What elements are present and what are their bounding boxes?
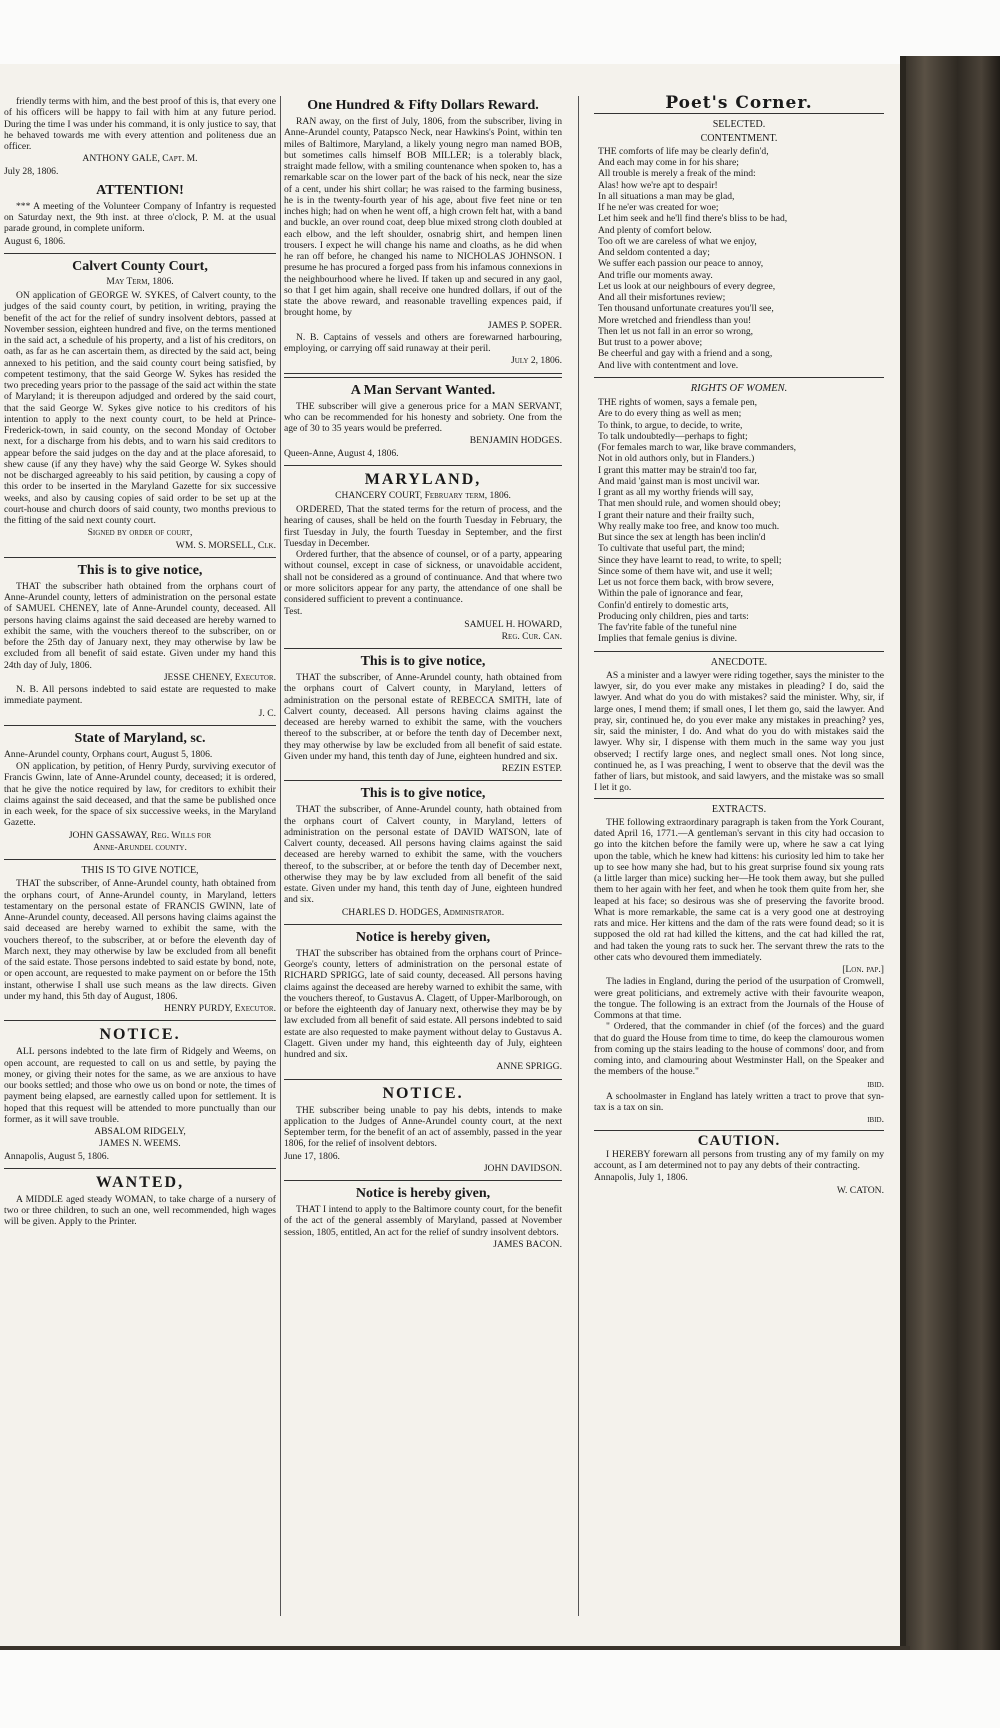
divider: [594, 113, 884, 114]
sprigg-text: THAT the subscriber has obtained from the orphans court of Prince-George's county, letters of administration on the personal estate of RICHARD SPRIGG, late of said county, deceased. All persons having claims against the deceased are hereby warned to exhibit the same, with the vouchers thereof, to Gustavus A. Clagett, of Upper-Marlborough, on or before the eighteenth day of January next, otherwise they may be by law excluded from all benefit of said estate. All persons indebted to said estate are also requested to make payment without delay to Gustavus A. Clagett. Given under my hand, this eighteenth day of July, eighteen hundred and six.: [284, 947, 562, 1060]
divider: [284, 648, 562, 649]
verse-line: Are to do every thing as well as men;: [598, 408, 742, 420]
ridgely-title: NOTICE.: [99, 1026, 181, 1044]
wanted-title: WANTED,: [95, 1173, 185, 1191]
smith-signature: REZIN ESTEP.: [501, 763, 562, 774]
reward-date: July 2, 1806.: [511, 355, 562, 367]
verse-line: Not in old authors only, but in Flanders.): [598, 453, 755, 465]
smith-notice: [284, 654, 562, 774]
gale-text: friendly terms with him, and the best proof of this is, that every one of his officers will be happy to fail with him at any future period. During the time I was under his command, it is only justice to say, that he behaved towards me with every attention and politeness due an officer.: [4, 96, 276, 152]
verse-line: Within the pale of ignorance and fear,: [598, 588, 743, 600]
rights-poem: [594, 397, 884, 645]
verse-line: To talk undoubtedly—perhaps to fight;: [598, 430, 748, 442]
anecdote-text: AS a minister and a lawyer were riding together, says the minister to the lawyer, sir, do you ever make any mistakes in pleading? I do, said the lawyer. And what do you do with mistakes? said the minister. Why, sir, if large ones, I mend them; if small ones, I let them go, said the lawyer. And pray, sir, continued he, do you ever make any mistakes in preaching? yes, sir, said the minister, I do. And what do you do with mistakes said the lawyer. Why sir, I dispense with them much in the same way you just observed; I rectify large ones, and neglect small ones. Not long since, continued he, as I was preaching, I went to observe that the devil was the father of liars, but mistook, and said lawyers, and the mistake was so small I let it go.: [594, 669, 884, 794]
watson-notice: [284, 786, 562, 918]
chancery-text-2: Ordered further, that the absence of counsel, or of a party, appearing without counsel, except in case of sickness, or unavoidable accident, shall not be considered as a ground of continuance. And that where two or more solicitors appear for any party, the attendance of one shall be considered sufficient to prevent a continuance.: [284, 549, 562, 605]
cheney-text: THAT the subscriber hath obtained from the orphans court of Anne-Arundel county, letters of administration on the personal estate of SAMUEL CHENEY, late of Anne-Arundel county, deceased. All persons having claims against the said deceased are hereby warned to exhibit the same, with the vouchers thereof to the subscriber, on or before the 25th day of January next, they may otherwise by law be excluded from all benefit of said estate. Given under my hand this 24th day of July, 1806.: [4, 580, 276, 671]
verse-line: I grant their nature and their frailty such,: [598, 509, 755, 521]
extract-2: The ladies in England, during the period of the usurpation of Cromwell, were great politicians, and extremely active with their favourite weapon, the tongue. The following is an extract from the Journals of the House of Commons at that time.: [594, 976, 884, 1021]
davidson-date: June 17, 1806.: [284, 1150, 340, 1162]
verse-line: If he ne'er was created for woe;: [598, 202, 719, 213]
state-dateline: Anne-Arundel county, Orphans court, August 5, 1806.: [4, 748, 213, 760]
divider: [4, 725, 276, 726]
verse-line: Producing only children, pies and tarts:: [598, 610, 749, 622]
calvert-court-notice: [4, 259, 276, 551]
sprigg-notice: [284, 930, 562, 1073]
sprigg-title: Notice is hereby given,: [355, 929, 491, 945]
chancery-test: Test.: [284, 606, 303, 618]
bacon-text: THAT I intend to apply to the Baltimore county court, for the benefit of the act of the general assembly of Maryland, passed at November session, 1805, entitled, An act for the relief of sundry insolvent debtors.: [284, 1204, 562, 1238]
state-maryland-notice: [4, 731, 276, 853]
chancery-signature: SAMUEL H. HOWARD,: [464, 618, 562, 630]
extract-2b: " Ordered, that the commander in chief (of the forces) and the guard that do guard the House from time to time, do keep the clamourous women from coming up the stairs leading to the house of commons' door, and from coming into, and clamouring about Westminster Hall, on the Speaker and the members of the house.": [594, 1021, 884, 1078]
divider: [284, 465, 562, 466]
divider: [284, 1180, 562, 1181]
ridgely-date: Annapolis, August 5, 1806.: [4, 1150, 110, 1162]
verse-line: THE comforts of life may be clearly defin'd,: [598, 145, 769, 157]
cheney-signature: JESSE CHENEY, Executor.: [163, 671, 276, 683]
verse-line: But since the sex at length has been inclin'd: [598, 532, 766, 543]
gwinn-notice: [4, 865, 276, 1014]
bacon-notice: [284, 1186, 562, 1250]
divider: [284, 924, 562, 925]
servant-notice: [284, 383, 562, 459]
divider: [594, 377, 884, 378]
state-signature: JOHN GASSAWAY, Reg. Wills for: [68, 829, 212, 841]
servant-date: Queen-Anne, August 4, 1806.: [284, 447, 399, 459]
verse-line: Confin'd entirely to domestic arts,: [598, 599, 729, 611]
reward-notice: [284, 98, 562, 367]
bacon-title: Notice is hereby given,: [355, 1186, 491, 1201]
servant-signature: BENJAMIN HODGES.: [469, 435, 562, 447]
cheney-notice: [4, 563, 276, 719]
calvert-text: ON application of GEORGE W. SYKES, of Calvert county, to the judges of the said county court, by petition, in writing, praying the benefit of the act for the relief of sundry insolvent debtors, passed at November session, eighteen hundred and five, on the terms mentioned in the said act, a schedule of his property, and a list of his creditors, on oath, as far as he can ascertain them, as directed by the said act, being annexed to his petition, and the said county court being satisfied, by competent testimony, that the said George W. Sykes has resided the two preceding years prior to the passage of the said act within the state of Maryland; it is thereupon adjudged and ordered by the said court, that the said George W. Sykes give notice to his creditors of his intention to apply to the next county court, to be held at Prince-Frederick-town, in said county, on the second Monday of October next, for a discharge from his debts, and to warn his said creditors to appear before the said judges on the day and at the place aforesaid, to shew cause (if any they have) why the said George W. Sykes should not be discharged agreeably to his said petition, by causing a copy of this order to be inserted in the Maryland Gazette for six successive weeks, and also by causing copies of said order to be set up at the court-house and church doors of said county, two months previous to the fitting of the said next county court.: [4, 290, 276, 526]
verse-line: To think, to argue, to decide, to write,: [598, 419, 743, 431]
chancery-term: CHANCERY COURT, February term, 1806.: [335, 490, 511, 501]
wanted-text: A MIDDLE aged steady WOMAN, to take charge of a nursery of two or three children, to such an one, well recommended, high wages will be given. Apply to the Printer.: [4, 1193, 276, 1228]
chancery-signature-2: Reg. Cur. Can.: [501, 630, 562, 642]
verse-line: Let us not force them back, with brow severe,: [598, 577, 774, 588]
gwinn-title: THIS IS TO GIVE NOTICE,: [81, 865, 199, 876]
sprigg-signature: ANNE SPRIGG.: [496, 1061, 562, 1073]
ridgely-signature: ABSALOM RIDGELY,: [94, 1126, 186, 1137]
chancery-text: ORDERED, That the stated terms for the return of process, and the hearing of causes, shall be held on the fourth Tuesday in February, the first Tuesday in July, the fourth Tuesday in September, and the first Tuesday in December.: [284, 504, 562, 549]
column-3: [594, 93, 884, 1197]
reward-text: RAN away, on the first of July, 1806, from the subscriber, living in Anne-Arundel county, Patapsco Neck, near Hawkins's Point, within ten miles of Baltimore, Maryland, a likely young negro man named BOB, but sometimes calls himself BOB MILLER; is a tolerably black, straight made fellow, with a smiling countenance when spoken to, has a remarkable scar on the lower part of the back of his neck, near the size of a cent, under his shirt collar; he was raised to the farming business, he is in the twenty-fourth year of his age, about five feet nine or ten inches high; had on when he went off, a high crown felt hat, with a band and buckle, an over round coat, deep blue mixed strong cloth doubled at each elbow, and the left shoulder, osnabrig shirt, and hempen linen trousers. I expect he will change his name and cloaths, as he did when he ran off before, he changed his name to NICHOLAS JOHNSON. I presume he has procured a forged pass from his infamous connexions in the neighbourhood where he lived. If taken up and secured in any gaol, so that I get him again, shall receive one hundred dollars, if out of the state the above reward, and reasonable travelling expences paid, if brought home, by: [284, 116, 562, 319]
gale-letter: [4, 96, 276, 177]
verse-line: And maid 'gainst man is most uncivil war.: [598, 475, 760, 487]
column-rule: [578, 96, 579, 1616]
verse-line: And all their misfortunes review;: [598, 292, 726, 303]
contentment-poem: [594, 146, 884, 371]
calvert-signed: Signed by order of court,: [87, 527, 193, 539]
verse-line: Since some of them have wit, and use it well;: [598, 565, 773, 577]
extracts-title: EXTRACTS.: [711, 803, 767, 815]
divider: [284, 373, 562, 378]
verse-line: I grant as all my worthy friends will say,: [598, 487, 754, 498]
caution-text: I HEREBY forewarn all persons from trusting any of my family on my account, as I am determined not to pay any debts of their contracting.: [594, 1148, 884, 1171]
caution-title: CAUTION.: [697, 1132, 781, 1149]
attention-date: August 6, 1806.: [4, 235, 66, 247]
reward-title: One Hundred & Fifty Dollars Reward.: [307, 98, 539, 113]
davidson-text: THE subscriber being unable to pay his debts, intends to make application to the Judges of Anne-Arundel county court, at the next September term, for the benefit of an act of assembly, passed in the year 1806, for the relief of insolvent debtors.: [284, 1104, 562, 1150]
verse-line: I grant this matter may be strain'd too far,: [598, 464, 757, 476]
state-title: State of Maryland, sc.: [74, 730, 206, 746]
top-margin: [0, 0, 1000, 64]
verse-line: And trifle our moments away.: [598, 269, 713, 281]
servant-text: THE subscriber will give a generous price for a MAN SERVANT, who can be recommended for his honesty and sobriety. One from the age of 30 to 35 years would be preferred.: [284, 400, 562, 434]
divider: [594, 798, 884, 799]
davidson-notice: [284, 1085, 562, 1175]
verse-line: All trouble is merely a freak of the mind:: [598, 168, 756, 180]
watson-title: This is to give notice,: [360, 786, 486, 802]
verse-line: And plenty of comfort below.: [598, 224, 712, 236]
smith-text: THAT the subscriber, of Anne-Arundel county, hath obtained from the orphans court of Calvert county, in Maryland, letters of administration on the personal estate of REBECCA SMITH, late of Calvert county, deceased. All persons having claims against the deceased are hereby warned to exhibit the same, with the vouchers thereof to the subscriber, at or before the tenth day of December next, they may otherwise by law be excluded from all benefit of said estate. Given under my hand, this tenth day of June, eighteen hundred and six.: [284, 672, 562, 762]
extract-1-source: [Lon. pap.]: [842, 964, 884, 975]
divider: [4, 859, 276, 860]
divider: [284, 1079, 562, 1080]
poets-corner-title: Poet's Corner.: [665, 93, 813, 113]
verse-line: But trust to a power above;: [598, 337, 703, 348]
gale-signature: ANTHONY GALE, Capt. M.: [82, 153, 198, 165]
divider: [594, 651, 884, 652]
verse-line: Implies that female genius is divine.: [598, 633, 738, 645]
weems-signature: JAMES N. WEEMS.: [99, 1138, 181, 1150]
reward-nb: N. B. Captains of vessels and others are forewarned harbouring, employing, or carrying off said runaway at their peril.: [284, 331, 562, 354]
verse-line: And seldom contented a day;: [598, 247, 710, 258]
verse-line: And each may come in for his share;: [598, 157, 739, 168]
servant-title: A Man Servant Wanted.: [350, 382, 496, 398]
bacon-signature: JAMES BACON.: [493, 1238, 562, 1250]
verse-line: Let us look at our neighbours of every degree,: [598, 280, 776, 292]
davidson-title: NOTICE.: [382, 1084, 464, 1102]
calvert-signature: WM. S. MORSELL, Clk.: [175, 539, 276, 551]
ridgely-notice: [4, 1026, 276, 1162]
verse-line: Then let us not fall in an error so wrong,: [598, 325, 754, 337]
wanted-notice: [4, 1174, 276, 1228]
gale-date: July 28, 1806.: [4, 165, 59, 177]
attention-title: ATTENTION!: [96, 182, 184, 198]
verse-line: To cultivate that useful part, the mind;: [598, 543, 745, 555]
verse-line: We suffer each passion our peace to annoy,: [598, 258, 764, 270]
chancery-notice: [284, 471, 562, 642]
extract-2-source: ibid.: [867, 1078, 884, 1090]
divider: [594, 1130, 884, 1131]
verse-line: And live with contentment and love.: [598, 359, 739, 371]
verse-line: Be cheerful and gay with a friend and a song,: [598, 348, 773, 360]
divider: [4, 253, 276, 254]
watson-text: THAT the subscriber, of Anne-Arundel county, hath obtained from the orphans court of Calvert county, in Maryland, letters of administration on the personal estate of DAVID WATSON, late of Calvert county, deceased. All persons having claims against the said deceased are hereby warned to exhibit the same, with the vouchers thereof, to the subscriber, at or before the tenth day of December next, otherwise they may be by law excluded from all benefit of the said estate. Given under my hand, this tenth day of June, eighteen hundred and six.: [284, 804, 562, 906]
verse-line: THE rights of women, says a female pen,: [598, 397, 758, 408]
calvert-term: May Term, 1806.: [106, 276, 174, 287]
caution-signature: W. CATON.: [836, 1184, 884, 1196]
state-signature-2: Anne-Arundel county.: [93, 841, 187, 853]
verse-line: Since they have learnt to read, to write, to spell;: [598, 554, 782, 566]
calvert-title: Calvert County Court,: [72, 258, 208, 274]
column-rule: [280, 96, 281, 1616]
divider: [284, 780, 562, 781]
extract-3: A schoolmaster in England has lately written a tract to prove that syn-tax is a tax on sin.: [594, 1090, 884, 1113]
gwinn-signature: HENRY PURDY, Executor.: [164, 1003, 276, 1014]
verse-line: Too oft we are careless of what we enjoy,: [598, 235, 757, 247]
book-binding: [906, 56, 1000, 1660]
extract-3-source: ibid.: [867, 1114, 884, 1126]
smith-title: This is to give notice,: [360, 654, 486, 669]
verse-line: (For females march to war, like brave commanders,: [598, 442, 797, 453]
divider: [4, 557, 276, 558]
verse-line: The fav'rite fable of the tuneful nine: [598, 622, 737, 633]
verse-line: Ten thousand unfortunate creatures you'll see,: [598, 303, 774, 315]
davidson-signature: JOHN DAVIDSON.: [483, 1162, 562, 1174]
extract-1: THE following extraordinary paragraph is taken from the York Courant, dated April 16, 1771.—A gentleman's servant in this city had occasion to go into the kitchen before the family were up, where he saw a cat lying upon the table, which he knew had kittens: his curiosity led him to take her up to see how many she had, but to his great surprise found six young rats (a little larger than mice) sucking her—He took them away, but she pulled them to her again with her feet, and when he took them quite from her, she leaped at his face; so desirous was she of preserving the favorite brood. What is more remarkable, the same cat is a very good one at destroying rats and mice. Her kittens and the dam of the rats were found dead; so it is supposed the old rat had killed the kittens, and the cat had killed the rat, and had taken the young rats to suck her. The servant threw the rats to the other cats who devoured them immediately.: [594, 816, 884, 963]
cheney-nb: N. B. All persons indebted to said estate are requested to make immediate payment.: [4, 684, 276, 707]
verse-line: Why really make too free, and know too much.: [598, 520, 780, 532]
watson-signature: CHARLES D. HODGES, Administrator.: [341, 906, 505, 918]
state-text: ON application, by petition, of Henry Purdy, surviving executor of Francis Gwinn, late of Anne-Arundel county, deceased; it is ordered, that he give the notice required by law, for creditors to exhibit their claims against the said deceased, and that the same be published once in each week, for the space of six successive weeks, in the Maryland Gazette.: [4, 761, 276, 829]
cheney-initials: J. C.: [258, 707, 276, 719]
contentment-title: CONTENTMENT.: [700, 132, 778, 144]
selected-label: SELECTED.: [712, 119, 766, 131]
verse-line: More wretched and friendless than you!: [598, 314, 752, 326]
ridgely-text: ALL persons indebted to the late firm of Ridgely and Weems, on open account, are requested to call on us and settle, by paying the money, or giving their notes for the same, as we are anxious to have our books settled; and those who owe us on bond or note, the times of payment being elapsed, are earnestly called upon for settlement. It is hoped that this request will be attended to more punctually than our former, as it will save trouble.: [4, 1046, 276, 1125]
bottom-margin: [0, 1650, 1000, 1728]
verse-line: In all situations a man may be glad,: [598, 190, 735, 202]
verse-line: Let him seek and he'll find there's bliss to be had,: [598, 213, 788, 225]
caution-date: Annapolis, July 1, 1806.: [594, 1172, 688, 1184]
verse-line: That men should rule, and women should obey;: [598, 498, 781, 510]
rights-title: RIGHTS OF WOMEN.: [690, 382, 788, 394]
chancery-title: MARYLAND,: [364, 470, 482, 488]
attention-text: *** A meeting of the Volunteer Company of Infantry is requested on Saturday next, the 9th inst. at three o'clock, P. M. at the usual parade ground, in complete uniform.: [4, 200, 276, 235]
column-1: [4, 96, 276, 1234]
gwinn-text: THAT the subscriber, of Anne-Arundel county, hath obtained from the orphans court, of Anne-Arundel county, in Maryland, letters testamentary on the personal estate of FRANCIS GWINN, late of Anne-Arundel county, deceased. All persons having claims against the said deceased are hereby warned to exhibit the same, with the vouchers thereof, to the subscriber, at or before the eleventh day of March next, they may otherwise by law be excluded from all benefit of the said estate. Those persons indebted to said estate by bond, note, or open account, are requested to make payment on or before the 15th instant, otherwise I shall use such means as the law directs. Given under my hand, this 5th day of August, 1806.: [4, 878, 276, 1002]
verse-line: Alas! how we're apt to despair!: [598, 179, 718, 191]
attention-notice: [4, 183, 276, 247]
anecdote-title: ANECDOTE.: [710, 656, 768, 668]
divider: [4, 1020, 276, 1021]
column-2: [284, 96, 562, 1256]
reward-signature: JAMES P. SOPER.: [487, 319, 562, 331]
cheney-title: This is to give notice,: [77, 562, 203, 578]
divider: [4, 1168, 276, 1169]
